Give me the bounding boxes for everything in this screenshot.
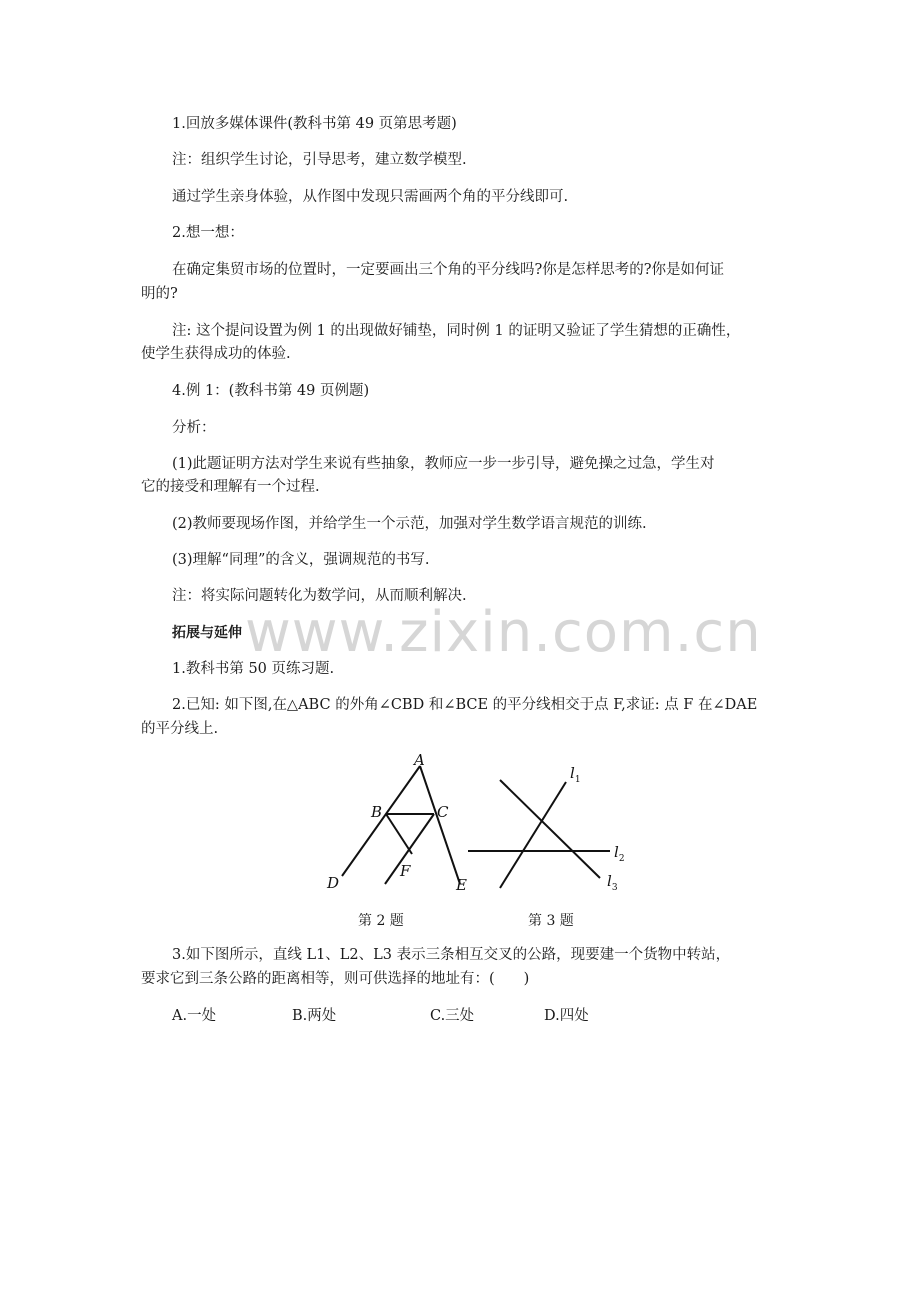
label-B: B — [371, 803, 383, 821]
line-BF — [386, 814, 412, 854]
label-A: A — [414, 751, 425, 769]
label-E: E — [456, 876, 467, 894]
paragraph-7: 4.例 1：(教科书第 49 页例题) — [172, 383, 370, 399]
paragraph-11: (3)理解“同理”的含义，强调规范的书写. — [172, 552, 430, 568]
figure-2-diagram — [322, 748, 482, 898]
paragraph-9-line-2: 它的接受和理解有一个过程. — [141, 479, 320, 495]
figure-3-diagram — [464, 758, 634, 898]
label-F: F — [400, 862, 411, 880]
line-AD — [342, 766, 420, 876]
option-a: A.一处 — [172, 1008, 217, 1024]
label-l2: $l_2$ — [614, 843, 625, 864]
label-l1: $l_1$ — [570, 764, 581, 785]
figure-3-caption: 第 3 题 — [528, 913, 574, 929]
label-C: C — [437, 803, 449, 821]
figure-2-caption: 第 2 题 — [358, 913, 404, 929]
option-b: B.两处 — [292, 1008, 337, 1024]
paragraph-5-line-1: 在确定集贸市场的位置时，一定要画出三个角的平分线吗?你是怎样思考的?你是如何证 — [172, 262, 725, 278]
label-D: D — [327, 874, 340, 892]
paragraph-12: 注：将实际问题转化为数学问，从而顺利解决. — [172, 588, 467, 604]
paragraph-2: 注：组织学生讨论，引导思考，建立数学模型. — [172, 152, 467, 168]
paragraph-1: 1.回放多媒体课件(教科书第 49 页第思考题) — [172, 116, 457, 132]
paragraph-6-line-1: 注: 这个提问设置为例 1 的出现做好铺垫，同时例 1 的证明又验证了学生猜想的正确性， — [172, 323, 741, 339]
paragraph-13: 1.教科书第 50 页练习题. — [172, 661, 335, 677]
paragraph-15-line-1: 3.如下图所示，直线 L1、L2、L3 表示三条相互交叉的公路，现要建一个货物中转站， — [172, 947, 731, 963]
label-l3: $l_3$ — [607, 872, 618, 893]
option-c: C.三处 — [430, 1008, 475, 1024]
paragraph-3: 通过学生亲身体验，从作图中发现只需画两个角的平分线即可. — [172, 189, 569, 205]
paragraph-14-line-1: 2.已知: 如下图,在△ABC 的外角∠CBD 和∠BCE 的平分线相交于点 F,求证: 点 F 在∠DAE — [172, 697, 758, 713]
section-heading: 拓展与延伸 — [172, 625, 242, 641]
paragraph-6-line-2: 使学生获得成功的体验. — [141, 346, 291, 362]
watermark: www.zixin.com.cn — [245, 600, 762, 665]
paragraph-14-line-2: 的平分线上. — [141, 721, 219, 737]
paragraph-4: 2.想一想： — [172, 225, 244, 241]
paragraph-5-line-2: 明的? — [141, 286, 178, 302]
option-d: D.四处 — [544, 1008, 589, 1024]
paragraph-9-line-1: (1)此题证明方法对学生来说有些抽象，教师应一步一步引导，避免操之过急，学生对 — [172, 456, 715, 472]
paragraph-10: (2)教师要现场作图，并给学生一个示范，加强对学生数学语言规范的训练. — [172, 516, 647, 532]
paragraph-15-line-2: 要求它到三条公路的距离相等，则可供选择的地址有：( ) — [141, 971, 530, 987]
paragraph-8: 分析： — [172, 420, 216, 436]
